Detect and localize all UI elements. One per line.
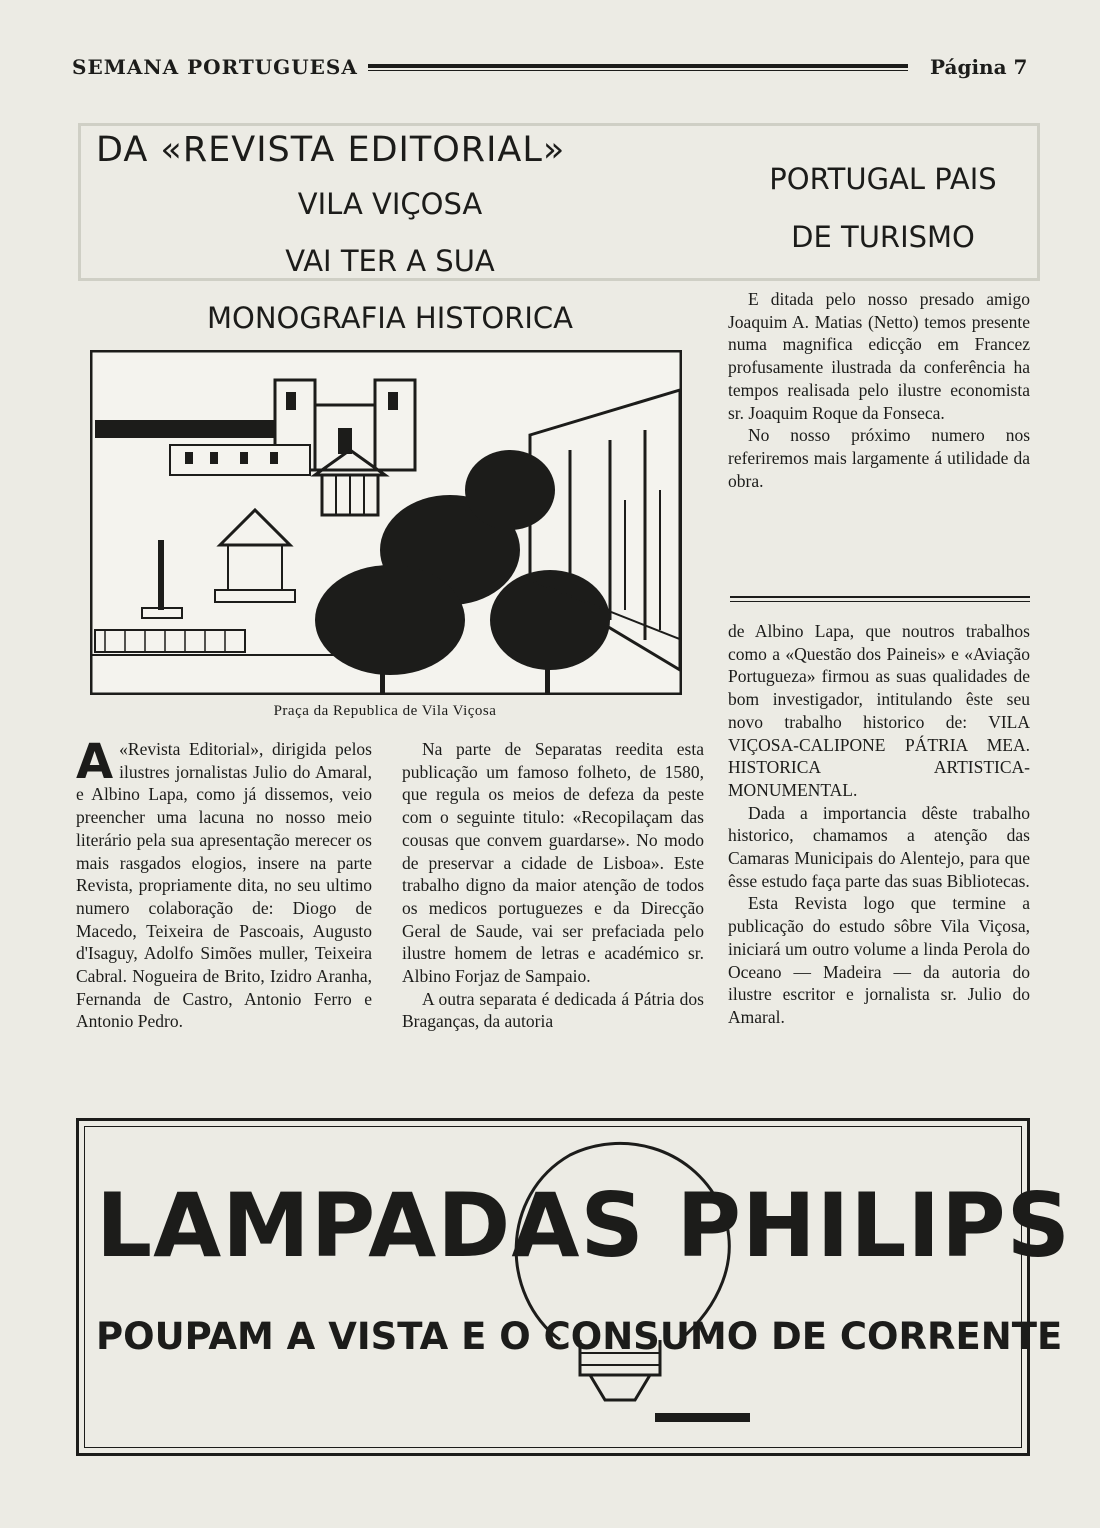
turismo-headline-line-2: DE TURISMO <box>791 220 975 254</box>
turismo-headline-line-1: PORTUGAL PAIS <box>769 162 997 196</box>
light-bulb-icon <box>490 1125 750 1445</box>
paragraph: No nosso próximo numero nos referiremos mais largamente á utilidade da obra. <box>728 425 1030 491</box>
article-column-1 <box>76 734 372 1033</box>
paragraph-text: «Revista Editorial», dirigida pelos ilustres jornalistas Julio do Amaral, e Albino Lapa, como já dissemos, veio preencher uma lacuna no nosso meio literário pela sua apresentação merecer os mais rasgados elogios, insere na parte Revista, propriamente dita, no seu ultimo numero colaboração de: Diogo de Macedo, Teixeira de Pascoais, Augusto d'Isaguy, Adolfo Simões muller, Teixeira Cabral. Nogueira de Brito, Izidro Aranha, Fernanda de Castro, Antonio Ferro e Antonio Pedro. <box>76 739 372 1032</box>
turismo-article-body <box>728 288 1030 492</box>
paragraph: de Albino Lapa, que noutros trabalhos como a «Questão dos Paineis» e «Aviação Portugueza» firmou as suas qualidades de bom investigador, intitulando êste seu novo trabalho historico de: VILA VIÇOSA-CALIPONE PÁTRIA MEA. HISTORICA ARTISTICA-MONUMENTAL. <box>728 621 1030 800</box>
paragraph: E ditada pelo nosso presado amigo Joaquim A. Matias (Netto) temos presente numa magnifica edicção em Francez profusamente ilustrada da conferência ha tempos realisada pelo ilustre economista sr. Joaquim Roque da Fonseca. <box>728 289 1030 423</box>
paragraph: Na parte de Separatas reedita esta publicação um famoso folheto, de 1580, que regula os meios de defeza da peste com o seguinte titulo: «Recopilaçam das cousas que convem guardarse». No modo de preservar a cidade de Lisboa». Este trabalho digno da maior atenção de todos os medicos portuguezes e da Direcção Geral de Saude, vai ser prefaciada pelo ilustre homem de letras e académico sr. Albino Forjaz de Sampaio. <box>402 739 704 987</box>
advertisement-slogan: POUPAM A VISTA E O CONSUMO DE CORRENTE <box>96 1315 1063 1358</box>
column-divider-rule-thin <box>730 601 1030 602</box>
turismo-headline <box>728 150 1038 266</box>
article-column-2 <box>402 738 704 1033</box>
article-column-3 <box>728 620 1030 1029</box>
drop-cap: A <box>76 734 114 790</box>
praca-illustration <box>90 350 682 695</box>
advertisement-title: LAMPADAS PHILIPS <box>96 1174 1072 1277</box>
illustration-caption: Praça da Republica de Vila Viçosa <box>273 703 497 719</box>
paragraph <box>76 734 372 1033</box>
article-headline: DA «REVISTA EDITORIAL» <box>96 130 566 170</box>
subhead-line-3: MONOGRAFIA HISTORICA <box>206 301 574 335</box>
page-number: Página 7 <box>930 55 1028 79</box>
subhead-line-1: VILA VIÇOSA <box>297 187 483 221</box>
paragraph: Dada a importancia dêste trabalho historico, chamamos a atenção das Camaras Municipais do Alentejo, para que êsse estudo faça parte das suas Bibliotecas. <box>728 802 1030 891</box>
publication-name: SEMANA PORTUGUESA <box>72 55 358 79</box>
subhead-line-2: VAI TER A SUA <box>285 244 495 278</box>
column-divider-rule <box>730 596 1030 598</box>
paragraph: Esta Revista logo que termine a publicação do estudo sôbre Vila Viçosa, iniciará um outro volume a linda Perola do Oceano — Madeira — da autoria do ilustre escritor e jornalista sr. Julio do Amaral. <box>728 893 1030 1027</box>
header-rule-thin <box>368 70 908 71</box>
article-subheadline <box>120 176 660 347</box>
header-rule <box>368 64 908 68</box>
paragraph: A outra separata é dedicada á Pátria dos Braganças, da autoria <box>402 988 704 1032</box>
